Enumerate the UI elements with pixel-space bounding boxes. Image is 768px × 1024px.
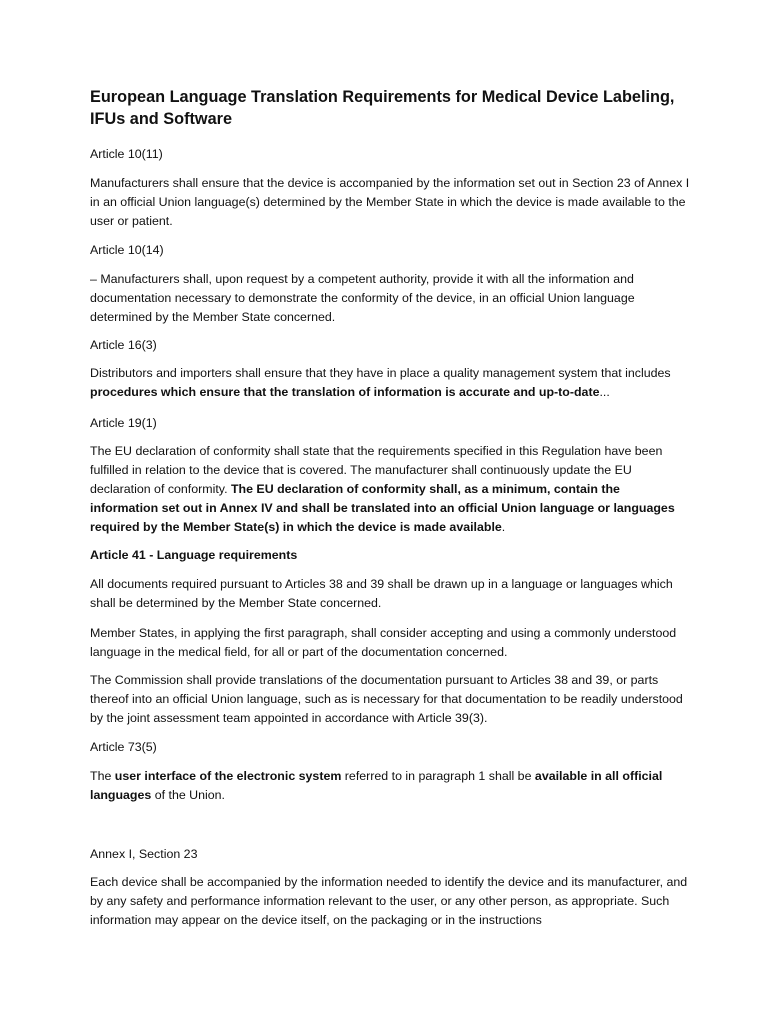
- article-16-3-text-bold: procedures which ensure that the translation of information is accurate and up-to-date: [90, 385, 600, 399]
- article-16-3-text-part-1: Distributors and importers shall ensure that they have in place a quality management system that includes: [90, 366, 671, 380]
- article-41-paragraph-1: All documents required pursuant to Articles 38 and 39 shall be drawn up in a language or languages which shall be determined by the Member State concerned.: [90, 577, 673, 610]
- article-73-5-text-bold-1: user interface of the electronic system: [114, 769, 342, 783]
- article-73-5-text: [90, 767, 690, 805]
- article-41-heading: Article 41 - Language requirements: [90, 548, 298, 562]
- article-10-11-text: Manufacturers shall ensure that the device is accompanied by the information set out in Section 23 of Annex I in an official Union language(s) determined by the Member State in which the device is made available to the user or patient.: [90, 176, 690, 228]
- article-10-14-heading: Article 10(14): [90, 243, 164, 257]
- article-41-paragraph-2: Member States, in applying the first paragraph, shall consider accepting and using a commonly understood language in the medical field, for all or part of the documentation concerned.: [90, 626, 677, 659]
- article-19-1-text-part-2: .: [501, 520, 506, 534]
- article-10-11-heading: Article 10(11): [90, 147, 163, 161]
- article-73-5-text-part-3: of the Union.: [151, 788, 225, 802]
- article-16-3-text-part-2: ...: [599, 385, 610, 399]
- article-73-5-text-part-2: referred to in paragraph 1 shall be: [341, 769, 535, 783]
- article-16-3-heading: Article 16(3): [90, 338, 157, 352]
- article-73-5-text-bold-2: available in all official languages: [90, 769, 663, 802]
- article-41-paragraph-3: The Commission shall provide translations of the documentation pursuant to Articles 38 and 39, or parts thereof into an official Union language, such as is necessary for that documentation to be readily understood by the joint assessment team appointed in accordance with Article 39(3).: [90, 673, 683, 725]
- document-title: European Language Translation Requirements for Medical Device Labeling, IFUs and Software: [90, 88, 675, 128]
- document-page: [90, 0, 688, 1024]
- article-73-5-heading: Article 73(5): [90, 740, 157, 754]
- article-19-1-text-part-1: The EU declaration of conformity shall state that the requirements specified in this Regulation have been fulfilled in relation to the device that is covered. The manufacturer shall continuously update the EU declaration of conformity.: [90, 444, 663, 496]
- annex-1-section-23-heading: Annex I, Section 23: [90, 847, 198, 861]
- article-10-14-text: – Manufacturers shall, upon request by a competent authority, provide it with all the information and documentation necessary to demonstrate the conformity of the device, in an official Union language determined by the Member State concerned.: [90, 272, 635, 324]
- article-19-1-heading: Article 19(1): [90, 416, 157, 430]
- annex-1-section-23-text: Each device shall be accompanied by the information needed to identify the device and its manufacturer, and by any safety and performance information relevant to the user, or any other person, as appropriate. Such information may appear on the device itself, on the packaging or in the instructions: [90, 875, 688, 927]
- article-19-1-text: [90, 442, 690, 537]
- article-19-1-text-bold: The EU declaration of conformity shall, as a minimum, contain the information set out in Annex IV and shall be translated into an official Union language or languages required by the Member State(s) in which the device is made available: [90, 482, 675, 534]
- article-16-3-text: [90, 364, 690, 402]
- article-73-5-text-part-1: The: [90, 769, 115, 783]
